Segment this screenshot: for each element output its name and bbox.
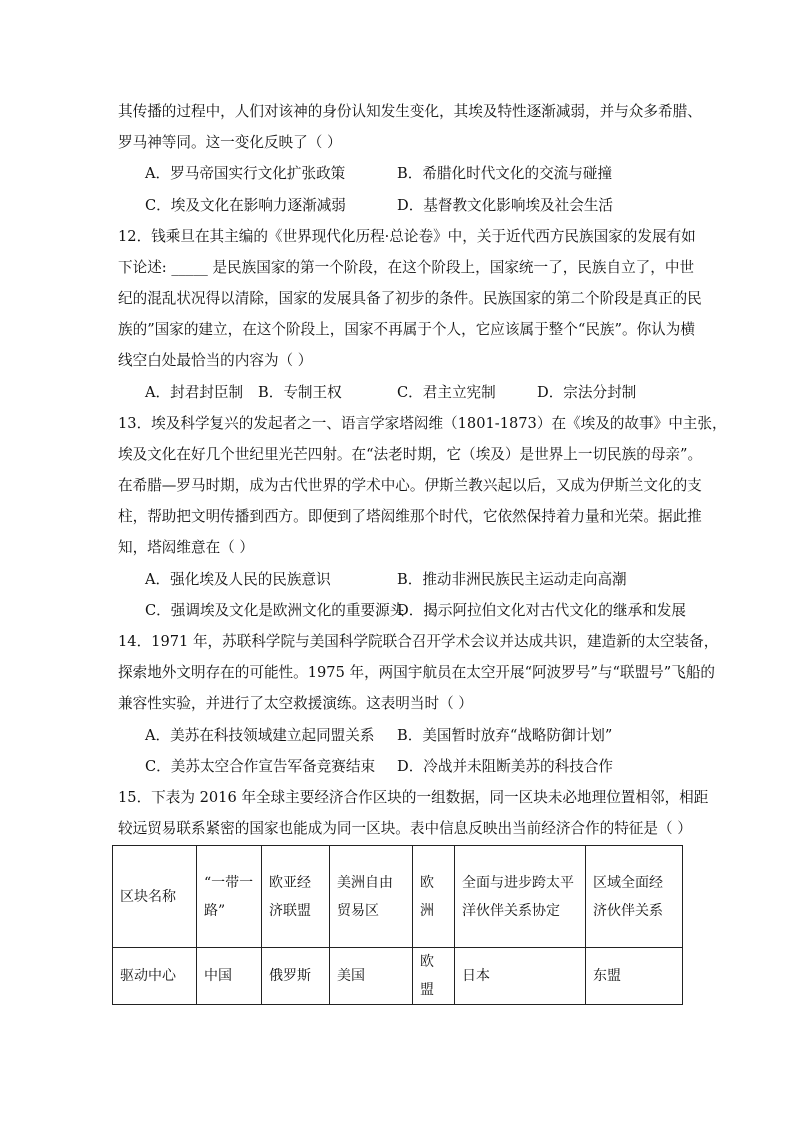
q12-line-5: 线空白处最恰当的内容为（ ） — [118, 352, 313, 369]
q13-line-3: 在希腊—罗马时期，成为古代世界的学术中心。伊斯兰教兴起以后，又成为伊斯兰文化的支 — [118, 477, 702, 494]
economic-blocks-table — [112, 845, 683, 1005]
table-header-row — [113, 846, 683, 948]
table-cell: 欧盟 — [413, 948, 455, 1005]
q11-option-a: A．罗马帝国实行文化扩张政策 — [145, 165, 346, 182]
table-row — [113, 948, 683, 1005]
q14-line-2: 探索地外文明存在的可能性。1975 年，两国宇航员在太空开展“阿波罗号”与“联盟号”飞船的 — [118, 664, 716, 681]
q13-line-2: 埃及文化在好几个世纪里光芒四射。在“法老时期，它（埃及）是世界上一切民族的母亲”。 — [118, 446, 703, 463]
table-cell: 驱动中心 — [113, 948, 197, 1005]
q12-line-1: 12．钱乘旦在其主编的《世界现代化历程·总论卷》中，关于近代西方民族国家的发展有如 — [118, 228, 696, 245]
table-cell: 俄罗斯 — [262, 948, 330, 1005]
table-header-cell: “一带一路” — [197, 846, 262, 948]
q11-option-d: D．基督教文化影响埃及社会生活 — [397, 197, 614, 214]
q14-option-d: D．冷战并未阻断美苏的科技合作 — [397, 758, 614, 775]
q14-line-1: 14．1971 年，苏联科学院与美国科学院联合召开学术会议并达成共识，建造新的太空装备， — [118, 633, 719, 650]
q12-option-c: C．君主立宪制 — [397, 384, 496, 401]
q14-option-c: C．美苏太空合作宣告军备竞赛结束 — [145, 758, 376, 775]
q14-option-a: A．美苏在科技领域建立起同盟关系 — [145, 727, 375, 744]
q14-line-3: 兼容性实验，并进行了太空救援演练。这表明当时（ ） — [118, 695, 473, 712]
q13-option-c: C．强调埃及文化是欧洲文化的重要源头 — [145, 602, 405, 619]
table-cell: 日本 — [455, 948, 586, 1005]
q13-line-1: 13．埃及科学复兴的发起者之一、语言学家塔闳维（1801-1873）在《埃及的故事》中主张， — [118, 415, 727, 432]
q15-line-2: 较远贸易联系紧密的国家也能成为同一区块。表中信息反映出当前经济合作的特征是（ ） — [118, 820, 692, 837]
q15-line-1: 15．下表为 2016 年全球主要经济合作区块的一组数据，同一区块未必地理位置相邻，相距 — [118, 789, 709, 806]
q13-line-5: 知，塔闳维意在（ ） — [118, 539, 254, 556]
table-header-cell: 欧亚经济联盟 — [262, 846, 330, 948]
q12-line-2: 下论述: _____ 是民族国家的第一个阶段，在这个阶段上，国家统一了，民族自立了，中世 — [118, 259, 695, 276]
table-cell: 东盟 — [586, 948, 683, 1005]
table-cell: 美国 — [330, 948, 413, 1005]
q13-option-b: B．推动非洲民族民主运动走向高潮 — [397, 571, 627, 588]
table-header-cell: 欧洲 — [413, 846, 455, 948]
q12-option-d: D．宗法分封制 — [537, 384, 637, 401]
q11-option-b: B．希腊化时代文化的交流与碰撞 — [397, 165, 613, 182]
q11-line-2: 罗马神等同。这一变化反映了（ ） — [118, 134, 342, 151]
q12-option-b: B．专制王权 — [258, 384, 342, 401]
q12-line-4: 族的”国家的建立，在这个阶段上，国家不再属于个人，它应该属于整个“民族”。你认为横 — [118, 321, 695, 338]
q14-option-b: B．美国暂时放弃“战略防御计划” — [397, 727, 613, 744]
q13-option-a: A．强化埃及人民的民族意识 — [145, 571, 331, 588]
q13-option-d: D．揭示阿拉伯文化对古代文化的继承和发展 — [397, 602, 686, 619]
table-header-cell: 美洲自由贸易区 — [330, 846, 413, 948]
q13-line-4: 柱，帮助把文明传播到西方。即便到了塔闳维那个时代，它依然保持着力量和光荣。据此推 — [118, 508, 702, 525]
q11-line-1: 其传播的过程中，人们对该神的身份认知发生变化，其埃及特性逐渐减弱，并与众多希腊、 — [118, 103, 702, 120]
q12-line-3: 纪的混乱状况得以清除，国家的发展具备了初步的条件。民族国家的第二个阶段是真正的民 — [118, 290, 702, 307]
q11-option-c: C．埃及文化在影响力逐渐减弱 — [145, 197, 346, 214]
table-header-cell: 区块名称 — [113, 846, 197, 948]
table-header-cell: 全面与进步跨太平洋伙伴关系协定 — [455, 846, 586, 948]
q12-option-a: A．封君封臣制 — [145, 384, 244, 401]
table-cell: 中国 — [197, 948, 262, 1005]
table-header-cell: 区域全面经济伙伴关系 — [586, 846, 683, 948]
